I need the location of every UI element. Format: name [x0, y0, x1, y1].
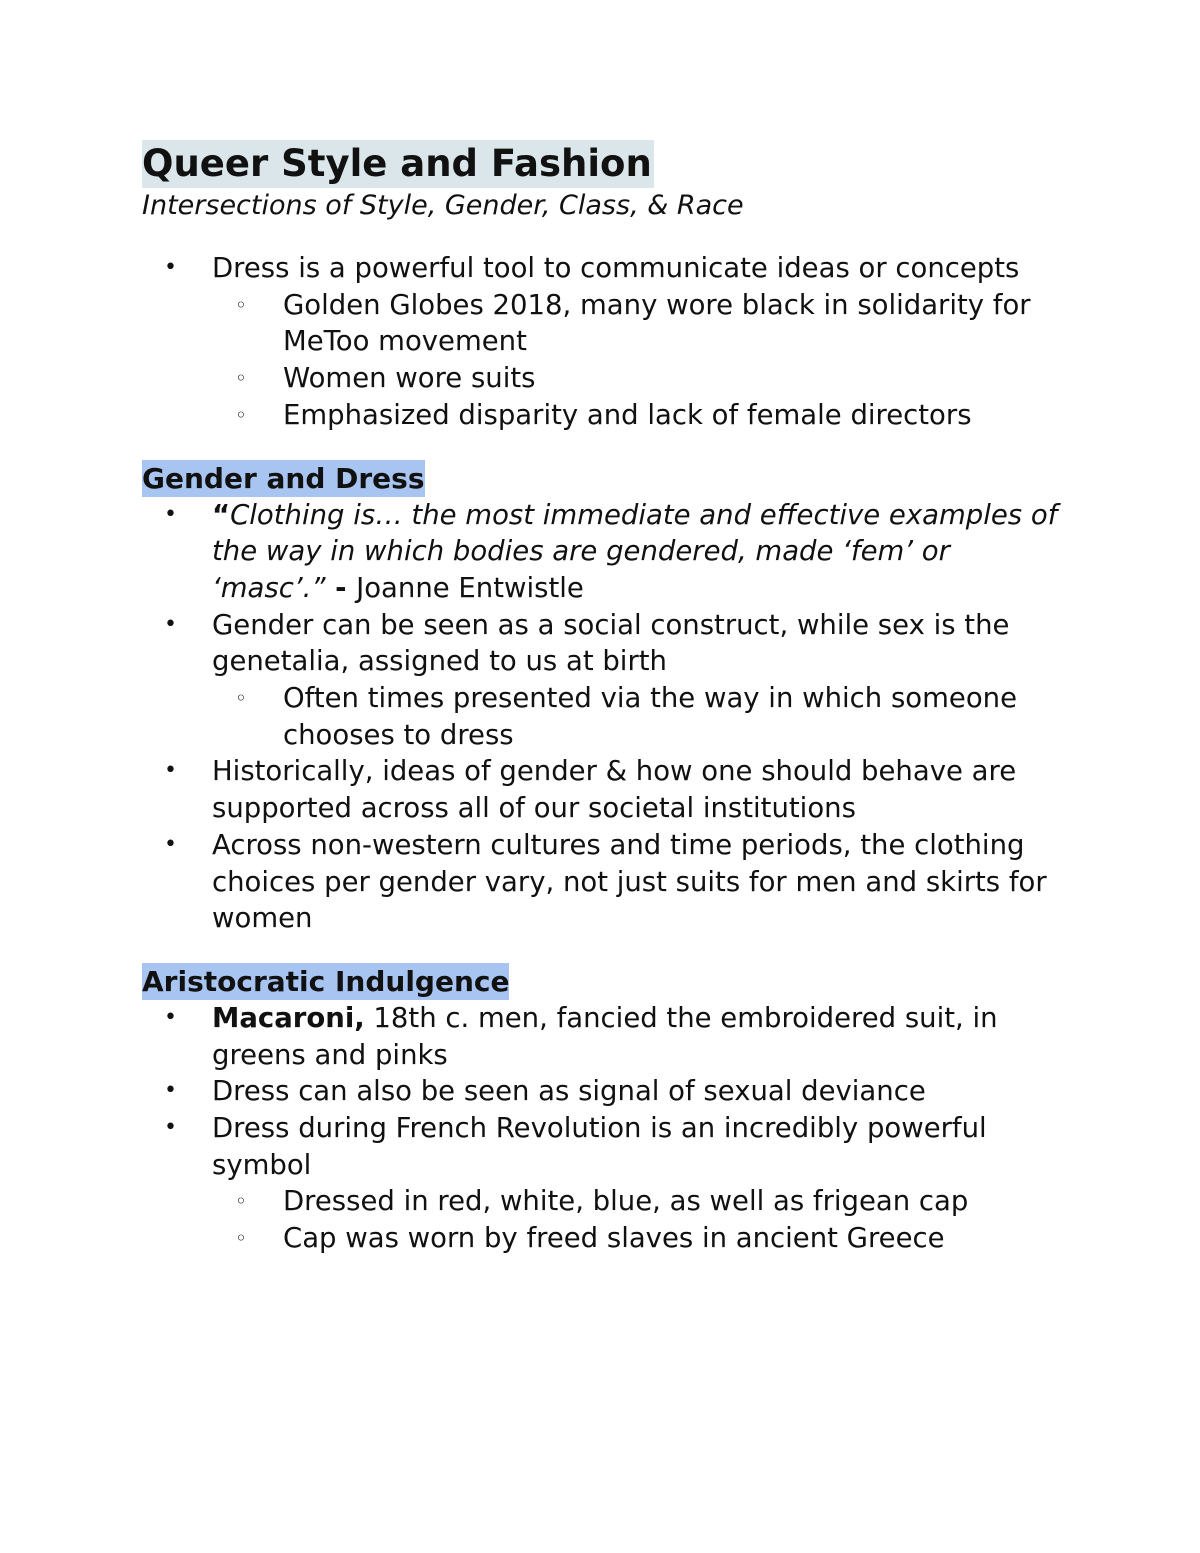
page-title: Queer Style and Fashion — [142, 140, 654, 188]
sub-list — [212, 287, 1062, 434]
sub-list-item: ◦ Often times presented via the way in which someone chooses to dress — [235, 682, 1018, 751]
list-item: • Gender can be seen as a social construct, while sex is the genetalia, assigned to us at birth ◦ Often times presented via the way in which someone chooses to dress — [142, 607, 1062, 754]
section-heading-aristocratic: Aristocratic Indulgence — [142, 964, 510, 998]
quote-text: Clothing is… the most immediate and effective examples of the way in which bodies are gendered, made ‘fem’ or ‘masc’.” — [212, 498, 1058, 604]
sub-bullet-icon: ◦ — [235, 1226, 247, 1251]
sub-bullet-icon: ◦ — [235, 292, 247, 317]
bullet-icon: • — [164, 611, 177, 637]
gender-list — [142, 497, 1062, 937]
list-item: • “Clothing is… the most immediate and effective examples of the way in which bodies are gendered, made ‘fem’ or ‘masc’.” - Joanne Entwistle — [164, 498, 1058, 604]
bullet-icon: • — [164, 1078, 177, 1104]
bullet-icon: • — [164, 501, 177, 527]
sub-list-item: ◦ Dressed in red, white, blue, as well as frigean cap — [212, 1183, 1062, 1220]
sub-list-item: ◦ Emphasized disparity and lack of female directors — [212, 397, 1062, 434]
document-page — [142, 140, 1062, 1257]
page-subtitle: Intersections of Style, Gender, Class, & Race — [142, 190, 744, 221]
sub-list-item: ◦ Cap was worn by freed slaves in ancient Greece — [212, 1220, 1062, 1257]
bullet-icon: • — [164, 831, 177, 857]
sub-bullet-icon: ◦ — [235, 366, 247, 391]
list-item: • Dress during French Revolution is an incredibly powerful symbol ◦ Dressed in red, white, blue, as well as frigean cap ◦ Cap was worn by freed slaves in ancient Greece — [142, 1110, 1062, 1257]
quote-author: Joanne Entwistle — [356, 571, 584, 604]
bullet-icon: • — [164, 255, 177, 280]
bullet-icon: • — [164, 1115, 177, 1141]
list-item: • Across non-western cultures and time periods, the clothing choices per gender vary, not just suits for men and skirts for women — [164, 828, 1047, 935]
sub-list — [212, 1183, 1062, 1256]
list-item: • Dress can also be seen as signal of sexual deviance — [142, 1073, 1062, 1110]
list-item: • Macaroni, 18th c. men, fancied the embroidered suit, in greens and pinks — [164, 1001, 998, 1071]
aristocratic-list — [142, 1000, 1062, 1257]
bullet-icon: • — [164, 758, 177, 784]
sub-bullet-icon: ◦ — [235, 402, 247, 427]
sub-bullet-icon: ◦ — [235, 686, 247, 711]
list-item: • Historically, ideas of gender & how one should behave are supported across all of our societal institutions — [164, 755, 1017, 825]
term-macaroni: Macaroni, — [212, 1001, 365, 1034]
intro-list — [142, 250, 1062, 434]
sub-bullet-icon: ◦ — [235, 1189, 247, 1214]
sub-list-item: ◦ Golden Globes 2018, many wore black in solidarity for MeToo movement — [235, 288, 1031, 358]
list-item: • Dress is a powerful tool to communicate ideas or concepts ◦ Golden Globes 2018, many wore black in solidarity for MeToo movement ◦ Women wore suits ◦ Emphasized disparity and lack of female directors — [142, 250, 1062, 434]
sub-list-item: ◦ Women wore suits — [212, 360, 1062, 397]
section-heading-gender: Gender and Dress — [142, 461, 425, 495]
bullet-icon: • — [164, 1004, 177, 1030]
sub-list — [212, 680, 1062, 753]
